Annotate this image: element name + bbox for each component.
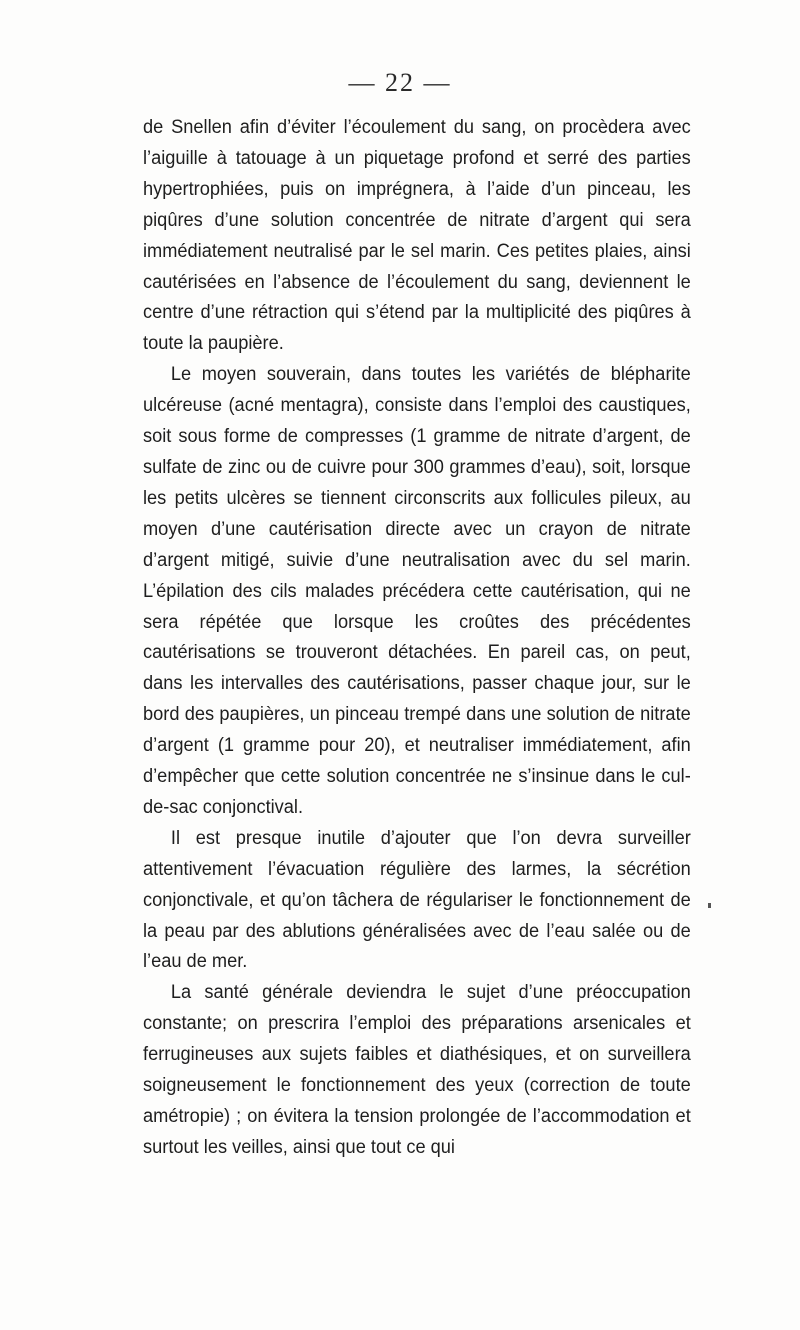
- margin-speck: [708, 903, 711, 908]
- paragraph-2: Le moyen souverain, dans toutes les variétés de blépharite ulcéreuse (acné mentagra), consiste dans l’emploi des caustiques, soit sous forme de compresses (1 gramme de nitrate d’argent, de sulfate de zinc ou de cuivre pour 300 grammes d’eau), soit, lorsque les petits ulcères se tiennent circonscrits aux follicules pileux, au moyen d’une cautérisation directe avec un crayon de nitrate d’argent mitigé, suivie d’une neutralisation avec du sel marin. L’épilation des cils malades précédera cette cautérisation, qui ne sera répétée que lorsque les croûtes des précédentes cautérisations se trouveront détachées. En pareil cas, on peut, dans les intervalles des cautérisations, passer chaque jour, sur le bord des paupières, un pinceau trempé dans une solution de nitrate d’argent (1 gramme pour 20), et neutraliser immédiatement, afin d’empêcher que cette solution concentrée ne s’insinue dans le cul-de-sac conjonctival.: [143, 363, 691, 818]
- paragraph-3: Il est presque inutile d’ajouter que l’on devra surveiller attentivement l’évacuation régulière des larmes, la sécrétion conjonctivale, et qu’on tâchera de régulariser le fonctionnement de la peau par des ablutions généralisées avec de l’eau salée ou de l’eau de mer.: [143, 826, 691, 973]
- paragraph-1: de Snellen afin d’éviter l’écoulement du sang, on procèdera avec l’aiguille à tatouage à un piquetage profond et serré des parties hypertrophiées, puis on imprégnera, à l’aide d’un pinceau, les piqûres d’une solution concentrée de nitrate d’argent qui sera immédiatement neutralisé par le sel marin. Ces petites plaies, ainsi cautérisées en l’absence de l’écoulement du sang, deviennent le centre d’une rétraction qui s’étend par la multiplicité des piqûres à toute la paupière.: [143, 116, 691, 355]
- page-number: — 22 —: [348, 68, 452, 97]
- body-text: [143, 112, 691, 1163]
- paragraph-4: La santé générale deviendra le sujet d’une préoccupation constante; on prescrira l’emploi des préparations arsenicales et ferrugineuses aux sujets faibles et diathésiques, et on surveillera soigneusement le fonctionnement des yeux (correction de toute amétropie) ; on évitera la tension prolongée de l’accommodation et surtout les veilles, ainsi que tout ce qui: [143, 981, 691, 1158]
